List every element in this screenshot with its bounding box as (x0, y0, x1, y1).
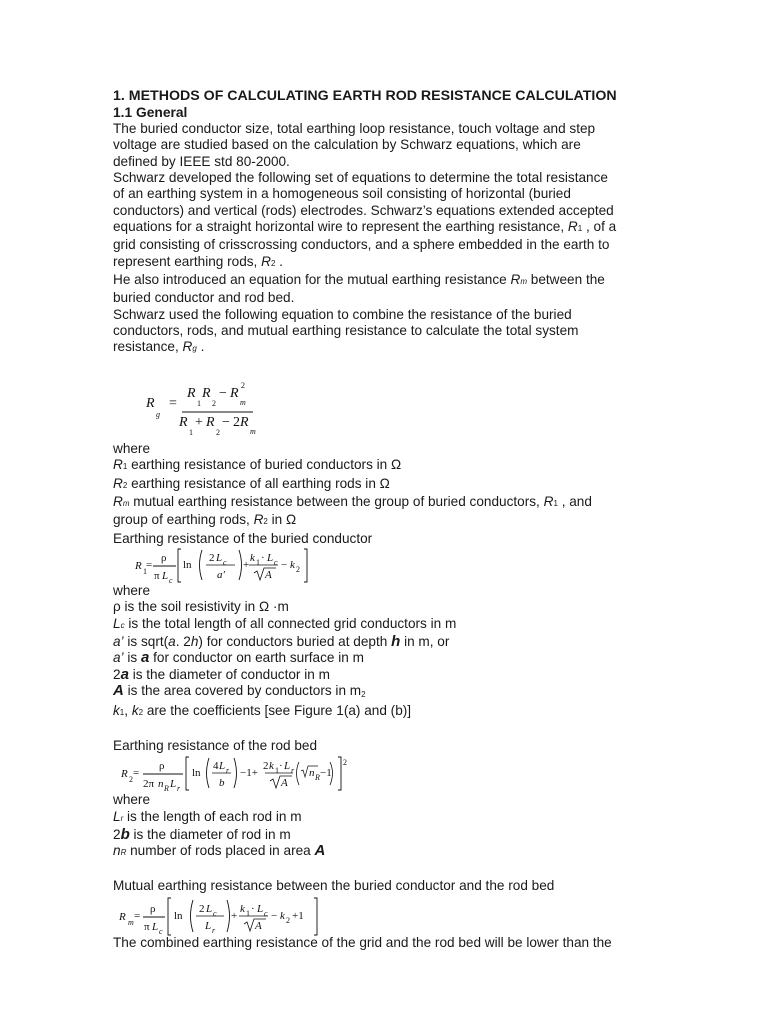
equation-r1: R 1 = ρ π L c ln 2 L c a′ + k 1 · L c A − k 2 (113, 547, 743, 583)
text-line: The buried conductor size, total earthing loop resistance, touch voltage and step (113, 121, 596, 136)
text-line: resistance, Rg . (113, 339, 205, 355)
text-line: where (113, 792, 151, 808)
definition-lc: Lc is the total length of all connected grid conductors in m (113, 615, 457, 631)
section-heading: 1. METHODS OF CALCULATING EARTH ROD RESISTANCE CALCULATION (113, 88, 617, 104)
text-line: buried conductor and rod bed. (113, 290, 295, 306)
definition-rm: Rm mutual earthing resistance between the group of buried conductors, R1 , and (113, 493, 592, 509)
text-line: The combined earthing resistance of the grid and the rod bed will be lower than the (113, 935, 612, 951)
text-line: Schwarz used the following equation to combine the resistance of the buried (113, 306, 572, 322)
definition-rm-cont: group of earthing rods, R2 in Ω (113, 512, 297, 528)
definition-r1: R1 earthing resistance of buried conductors in Ω (113, 457, 402, 473)
text-line: where (113, 582, 151, 598)
equation-label-rm: Mutual earthing resistance between the buried conductor and the rod bed (113, 878, 555, 894)
text-line: Schwarz developed the following set of equations to determine the total resistance (113, 170, 608, 186)
text-line: He also introduced an equation for the mutual earthing resistance Rm between the (113, 272, 605, 288)
equation-r2: R 2 = ρ 2π n R L r ln 4 L r b −1+ 2 k 1 · L r A n R −1 2 (113, 754, 743, 792)
text-line: equations for a straight horizontal wire to represent the earthing resistance, R1 , of a (113, 219, 617, 235)
equation-rm: R m = ρ π L c ln 2 L c L r + k 1 · L c A − k 2 +1 (113, 897, 743, 935)
text-line: conductors, rods, and mutual earthing resistance to calculate the total system (113, 323, 579, 339)
equation-label-r1: Earthing resistance of the buried conductor (113, 530, 373, 546)
definition-nr: nR number of rods placed in area A (113, 842, 326, 860)
text-line: conductors) and vertical (rods) electrodes. Schwarz’s equations extended accepted (113, 202, 614, 218)
text-line: grid consisting of crisscrossing conductors, and a sphere embedded in the earth to (113, 237, 610, 253)
definition-a-buried: a’ is sqrt(a. 2h) for conductors buried at depth h in m, or (113, 632, 450, 650)
text-line: defined by IEEE std 80-2000. (113, 153, 290, 169)
definition-a-surface: a’ is a for conductor on earth surface in m (113, 649, 364, 667)
definition-r2: R2 earthing resistance of all earthing rods in Ω (113, 475, 390, 491)
definition-2a: 2a is the diameter of conductor in m (113, 665, 330, 683)
definition-2b: 2b is the diameter of rod in m (113, 826, 291, 843)
definition-area: A is the area covered by conductors in $m_2$ (113, 681, 366, 699)
definition-lr: Lr is the length of each rod in m (113, 808, 302, 824)
equation-rg: R g = R 1 R 2 − R m 2 R 1 + R 2 − 2 R m (113, 374, 743, 441)
document-page (113, 88, 743, 952)
text-line: voltage are studied based on the calculation by Schwarz equations, which are (113, 137, 581, 153)
equation-label-r2: Earthing resistance of the rod bed (113, 737, 318, 753)
subsection-heading: 1.1 General (113, 105, 188, 120)
definition-k: k1, k2 are the coefficients [see Figure 1(a) and (b)] (113, 703, 412, 719)
text-line: of an earthing system in a homogeneous soil consisting of horizontal (buried (113, 186, 571, 202)
text-line: where (113, 440, 151, 456)
text-line: represent earthing rods, R2 . (113, 253, 283, 269)
definition-rho: ρ is the soil resistivity in Ω ·m (113, 599, 289, 615)
